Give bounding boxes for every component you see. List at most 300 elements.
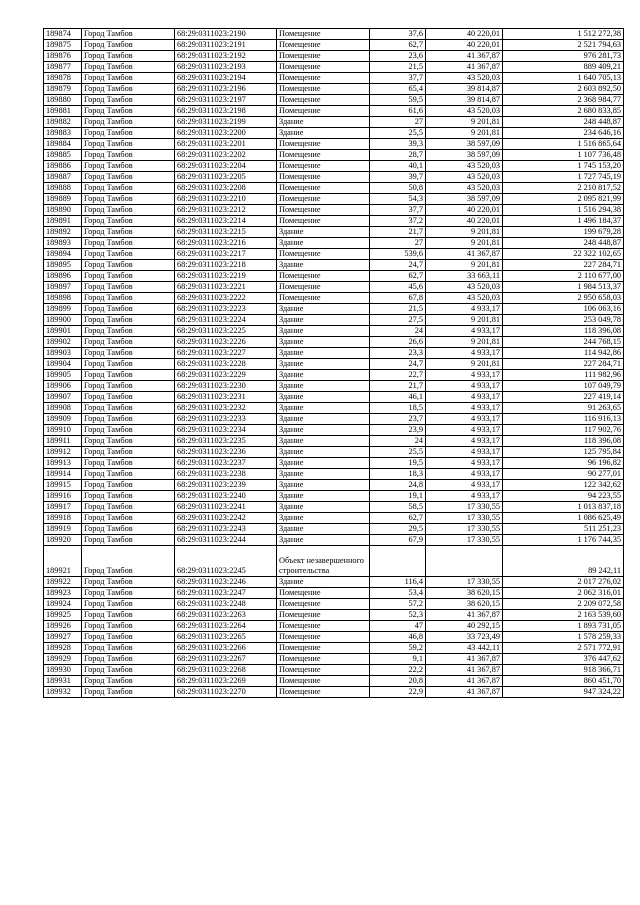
cell-city: Город Тамбов	[82, 150, 175, 161]
cell-city: Город Тамбов	[82, 436, 175, 447]
cell-object-type: Помещение	[277, 610, 370, 621]
cell-area: 40,1	[370, 161, 426, 172]
cell-city: Город Тамбов	[82, 205, 175, 216]
cell-object-type: Здание	[277, 304, 370, 315]
cell-cadastral-value: 2 095 821,99	[503, 194, 624, 205]
cell-id: 189927	[44, 632, 82, 643]
cell-cadastral-value: 94 223,55	[503, 491, 624, 502]
cell-cadastral-value: 122 342,62	[503, 480, 624, 491]
cell-rate: 17 330,55	[426, 577, 503, 588]
cell-id: 189906	[44, 381, 82, 392]
cell-city: Город Тамбов	[82, 491, 175, 502]
cell-cadastral-number: 68:29:0311023:2264	[175, 621, 277, 632]
table-row	[44, 425, 624, 436]
cell-cadastral-value: 2 603 892,50	[503, 84, 624, 95]
cell-id: 189886	[44, 161, 82, 172]
cell-object-type: Помещение	[277, 62, 370, 73]
cell-id: 189876	[44, 51, 82, 62]
cell-cadastral-value: 2 017 276,02	[503, 577, 624, 588]
cell-object-type: Помещение	[277, 150, 370, 161]
cell-area: 62,7	[370, 271, 426, 282]
cell-rate: 4 933,17	[426, 447, 503, 458]
property-table-body	[44, 29, 624, 698]
cell-area: 37,7	[370, 73, 426, 84]
cell-rate: 4 933,17	[426, 425, 503, 436]
cell-area: 45,6	[370, 282, 426, 293]
cell-id: 189894	[44, 249, 82, 260]
cell-rate: 4 933,17	[426, 414, 503, 425]
cell-object-type: Помещение	[277, 51, 370, 62]
cell-cadastral-number: 68:29:0311023:2218	[175, 260, 277, 271]
cell-cadastral-value: 227 284,71	[503, 260, 624, 271]
cell-cadastral-value: 2 368 984,77	[503, 95, 624, 106]
table-row	[44, 282, 624, 293]
cell-cadastral-value: 1 984 513,37	[503, 282, 624, 293]
cell-rate: 17 330,55	[426, 524, 503, 535]
table-row	[44, 139, 624, 150]
cell-id: 189913	[44, 458, 82, 469]
table-row	[44, 513, 624, 524]
cell-area: 26,6	[370, 337, 426, 348]
cell-cadastral-value: 2 110 677,00	[503, 271, 624, 282]
cell-city: Город Тамбов	[82, 84, 175, 95]
cell-id: 189923	[44, 588, 82, 599]
cell-area: 57,2	[370, 599, 426, 610]
cell-city: Город Тамбов	[82, 469, 175, 480]
cell-object-type: Объект незавершенного строительства	[277, 546, 370, 577]
cell-object-type: Помещение	[277, 205, 370, 216]
cell-area	[370, 546, 426, 577]
cell-area: 23,3	[370, 348, 426, 359]
cell-city: Город Тамбов	[82, 392, 175, 403]
cell-cadastral-number: 68:29:0311023:2238	[175, 469, 277, 480]
cell-id: 189925	[44, 610, 82, 621]
cell-city: Город Тамбов	[82, 359, 175, 370]
cell-city: Город Тамбов	[82, 271, 175, 282]
cell-id: 189907	[44, 392, 82, 403]
cell-area: 59,5	[370, 95, 426, 106]
cell-rate: 41 367,87	[426, 62, 503, 73]
cell-object-type: Помещение	[277, 588, 370, 599]
cell-cadastral-number: 68:29:0311023:2224	[175, 315, 277, 326]
table-row	[44, 447, 624, 458]
cell-object-type: Здание	[277, 480, 370, 491]
cell-area: 22,2	[370, 665, 426, 676]
cell-rate: 40 220,01	[426, 216, 503, 227]
cell-cadastral-value: 2 062 316,01	[503, 588, 624, 599]
cell-object-type: Здание	[277, 436, 370, 447]
cell-area: 21,7	[370, 381, 426, 392]
cell-id: 189926	[44, 621, 82, 632]
cell-cadastral-value: 106 063,16	[503, 304, 624, 315]
cell-area: 19,5	[370, 458, 426, 469]
cell-area: 39,7	[370, 172, 426, 183]
cell-city: Город Тамбов	[82, 502, 175, 513]
cell-id: 189928	[44, 643, 82, 654]
cell-id: 189922	[44, 577, 82, 588]
cell-cadastral-number: 68:29:0311023:2229	[175, 370, 277, 381]
cell-cadastral-number: 68:29:0311023:2230	[175, 381, 277, 392]
cell-city: Город Тамбов	[82, 458, 175, 469]
cell-id: 189883	[44, 128, 82, 139]
table-row	[44, 480, 624, 491]
cell-cadastral-number: 68:29:0311023:2217	[175, 249, 277, 260]
cell-city: Город Тамбов	[82, 610, 175, 621]
cell-rate: 38 597,09	[426, 139, 503, 150]
cell-id: 189874	[44, 29, 82, 40]
cell-object-type: Помещение	[277, 643, 370, 654]
table-row	[44, 348, 624, 359]
cell-area: 19,1	[370, 491, 426, 502]
cell-cadastral-number: 68:29:0311023:2221	[175, 282, 277, 293]
table-row	[44, 172, 624, 183]
cell-cadastral-number: 68:29:0311023:2216	[175, 238, 277, 249]
cell-city: Город Тамбов	[82, 73, 175, 84]
cell-cadastral-value: 1 745 153,20	[503, 161, 624, 172]
cell-cadastral-value: 947 324,22	[503, 687, 624, 698]
table-row	[44, 51, 624, 62]
cell-city: Город Тамбов	[82, 40, 175, 51]
cell-city: Город Тамбов	[82, 260, 175, 271]
cell-object-type: Помещение	[277, 183, 370, 194]
cell-rate: 9 201,81	[426, 359, 503, 370]
cell-cadastral-number: 68:29:0311023:2245	[175, 546, 277, 577]
cell-object-type: Помещение	[277, 271, 370, 282]
cell-cadastral-value: 1 086 625,49	[503, 513, 624, 524]
cell-rate: 43 520,03	[426, 282, 503, 293]
cell-cadastral-number: 68:29:0311023:2241	[175, 502, 277, 513]
cell-id: 189909	[44, 414, 82, 425]
table-row	[44, 458, 624, 469]
cell-id: 189880	[44, 95, 82, 106]
cell-object-type: Здание	[277, 403, 370, 414]
cell-rate: 4 933,17	[426, 403, 503, 414]
cell-object-type: Помещение	[277, 249, 370, 260]
table-row	[44, 337, 624, 348]
cell-cadastral-number: 68:29:0311023:2215	[175, 227, 277, 238]
cell-rate: 41 367,87	[426, 654, 503, 665]
table-row	[44, 95, 624, 106]
table-row	[44, 546, 624, 577]
cell-area: 24,8	[370, 480, 426, 491]
table-row	[44, 194, 624, 205]
cell-cadastral-value: 1 013 837,18	[503, 502, 624, 513]
cell-rate: 43 520,03	[426, 293, 503, 304]
cell-cadastral-value: 2 680 833,85	[503, 106, 624, 117]
table-row	[44, 128, 624, 139]
cell-id: 189917	[44, 502, 82, 513]
cell-rate: 17 330,55	[426, 535, 503, 546]
cell-cadastral-number: 68:29:0311023:2269	[175, 676, 277, 687]
cell-rate: 4 933,17	[426, 304, 503, 315]
cell-cadastral-number: 68:29:0311023:2199	[175, 117, 277, 128]
cell-cadastral-value: 1 727 745,19	[503, 172, 624, 183]
cell-cadastral-number: 68:29:0311023:2267	[175, 654, 277, 665]
cell-cadastral-value: 248 448,87	[503, 238, 624, 249]
table-row	[44, 150, 624, 161]
cell-id: 189879	[44, 84, 82, 95]
cell-cadastral-value: 90 277,01	[503, 469, 624, 480]
cell-area: 27	[370, 117, 426, 128]
cell-city: Город Тамбов	[82, 632, 175, 643]
cell-cadastral-number: 68:29:0311023:2228	[175, 359, 277, 370]
cell-cadastral-number: 68:29:0311023:2244	[175, 535, 277, 546]
cell-cadastral-value: 2 950 658,03	[503, 293, 624, 304]
cell-object-type: Здание	[277, 469, 370, 480]
cell-id: 189891	[44, 216, 82, 227]
cell-area: 65,4	[370, 84, 426, 95]
cell-id: 189887	[44, 172, 82, 183]
cell-object-type: Здание	[277, 326, 370, 337]
cell-area: 37,2	[370, 216, 426, 227]
table-row	[44, 643, 624, 654]
cell-area: 23,7	[370, 414, 426, 425]
table-row	[44, 326, 624, 337]
cell-rate: 41 367,87	[426, 51, 503, 62]
cell-cadastral-value: 22 322 102,65	[503, 249, 624, 260]
cell-object-type: Здание	[277, 117, 370, 128]
cell-area: 37,6	[370, 29, 426, 40]
cell-cadastral-number: 68:29:0311023:2212	[175, 205, 277, 216]
cell-city: Город Тамбов	[82, 599, 175, 610]
cell-area: 53,4	[370, 588, 426, 599]
cell-id: 189877	[44, 62, 82, 73]
cell-rate: 43 520,03	[426, 172, 503, 183]
cell-id: 189896	[44, 271, 82, 282]
cell-object-type: Здание	[277, 577, 370, 588]
cell-rate: 43 520,03	[426, 106, 503, 117]
cell-cadastral-value: 1 640 705,13	[503, 73, 624, 84]
cell-id: 189908	[44, 403, 82, 414]
cell-cadastral-number: 68:29:0311023:2222	[175, 293, 277, 304]
table-row	[44, 106, 624, 117]
cell-area: 67,9	[370, 535, 426, 546]
cell-city: Город Тамбов	[82, 282, 175, 293]
cell-cadastral-value: 2 209 072,58	[503, 599, 624, 610]
cell-rate: 4 933,17	[426, 326, 503, 337]
cell-area: 46,8	[370, 632, 426, 643]
cell-id: 189901	[44, 326, 82, 337]
cell-id: 189899	[44, 304, 82, 315]
table-row	[44, 40, 624, 51]
table-row	[44, 676, 624, 687]
table-row	[44, 117, 624, 128]
cell-cadastral-value: 918 366,71	[503, 665, 624, 676]
cell-city: Город Тамбов	[82, 348, 175, 359]
cell-object-type: Здание	[277, 348, 370, 359]
table-row	[44, 260, 624, 271]
table-row	[44, 293, 624, 304]
cell-cadastral-number: 68:29:0311023:2227	[175, 348, 277, 359]
cell-area: 27	[370, 238, 426, 249]
table-row	[44, 436, 624, 447]
cell-object-type: Помещение	[277, 654, 370, 665]
cell-city: Город Тамбов	[82, 315, 175, 326]
cell-cadastral-value: 2 571 772,91	[503, 643, 624, 654]
cell-rate: 40 220,01	[426, 29, 503, 40]
cell-cadastral-number: 68:29:0311023:2196	[175, 84, 277, 95]
cell-area: 39,3	[370, 139, 426, 150]
table-row	[44, 502, 624, 513]
cell-cadastral-value: 2 210 817,52	[503, 183, 624, 194]
cell-city: Город Тамбов	[82, 676, 175, 687]
cell-cadastral-number: 68:29:0311023:2202	[175, 150, 277, 161]
table-row	[44, 183, 624, 194]
cell-area: 116,4	[370, 577, 426, 588]
cell-object-type: Здание	[277, 238, 370, 249]
cell-area: 28,7	[370, 150, 426, 161]
cell-city: Город Тамбов	[82, 29, 175, 40]
cell-cadastral-number: 68:29:0311023:2201	[175, 139, 277, 150]
cell-id: 189912	[44, 447, 82, 458]
cell-cadastral-value: 125 795,84	[503, 447, 624, 458]
cell-city: Город Тамбов	[82, 249, 175, 260]
cell-object-type: Здание	[277, 414, 370, 425]
cell-rate: 4 933,17	[426, 370, 503, 381]
cell-cadastral-number: 68:29:0311023:2235	[175, 436, 277, 447]
cell-object-type: Здание	[277, 425, 370, 436]
cell-city: Город Тамбов	[82, 403, 175, 414]
cell-object-type: Здание	[277, 381, 370, 392]
cell-rate: 38 620,15	[426, 599, 503, 610]
cell-rate: 40 220,01	[426, 40, 503, 51]
cell-object-type: Помещение	[277, 216, 370, 227]
cell-city: Город Тамбов	[82, 665, 175, 676]
table-row	[44, 469, 624, 480]
table-row	[44, 227, 624, 238]
cell-object-type: Здание	[277, 458, 370, 469]
cell-cadastral-number: 68:29:0311023:2205	[175, 172, 277, 183]
cell-city: Город Тамбов	[82, 687, 175, 698]
cell-city: Город Тамбов	[82, 106, 175, 117]
cell-area: 25,5	[370, 447, 426, 458]
cell-cadastral-number: 68:29:0311023:2246	[175, 577, 277, 588]
cell-object-type: Здание	[277, 260, 370, 271]
table-row	[44, 73, 624, 84]
table-row	[44, 216, 624, 227]
cell-city: Город Тамбов	[82, 480, 175, 491]
cell-cadastral-number: 68:29:0311023:2192	[175, 51, 277, 62]
cell-object-type: Помещение	[277, 687, 370, 698]
cell-city: Город Тамбов	[82, 51, 175, 62]
table-row	[44, 535, 624, 546]
cell-cadastral-value: 976 281,73	[503, 51, 624, 62]
cell-cadastral-value: 1 516 865,64	[503, 139, 624, 150]
cell-id: 189902	[44, 337, 82, 348]
cell-object-type: Здание	[277, 315, 370, 326]
cell-rate: 41 367,87	[426, 665, 503, 676]
table-row	[44, 381, 624, 392]
cell-id: 189929	[44, 654, 82, 665]
cell-id: 189884	[44, 139, 82, 150]
cell-id: 189930	[44, 665, 82, 676]
cell-id: 189919	[44, 524, 82, 535]
cell-area: 25,5	[370, 128, 426, 139]
cell-rate: 9 201,81	[426, 315, 503, 326]
cell-area: 50,8	[370, 183, 426, 194]
cell-cadastral-value: 2 163 539,60	[503, 610, 624, 621]
cell-rate: 40 220,01	[426, 205, 503, 216]
cell-area: 54,3	[370, 194, 426, 205]
cell-id: 189904	[44, 359, 82, 370]
cell-city: Город Тамбов	[82, 128, 175, 139]
cell-area: 18,3	[370, 469, 426, 480]
cell-object-type: Здание	[277, 359, 370, 370]
property-table	[43, 28, 624, 698]
cell-id: 189895	[44, 260, 82, 271]
cell-city: Город Тамбов	[82, 117, 175, 128]
cell-object-type: Здание	[277, 337, 370, 348]
table-row	[44, 392, 624, 403]
cell-cadastral-value: 116 916,13	[503, 414, 624, 425]
cell-area: 21,5	[370, 62, 426, 73]
table-row	[44, 414, 624, 425]
cell-id: 189878	[44, 73, 82, 84]
cell-city: Город Тамбов	[82, 293, 175, 304]
cell-cadastral-value: 227 419,14	[503, 392, 624, 403]
cell-area: 24	[370, 326, 426, 337]
cell-id: 189885	[44, 150, 82, 161]
cell-object-type: Здание	[277, 491, 370, 502]
cell-cadastral-number: 68:29:0311023:2208	[175, 183, 277, 194]
cell-cadastral-number: 68:29:0311023:2237	[175, 458, 277, 469]
cell-id: 189903	[44, 348, 82, 359]
cell-cadastral-number: 68:29:0311023:2223	[175, 304, 277, 315]
cell-city: Город Тамбов	[82, 227, 175, 238]
table-row	[44, 687, 624, 698]
cell-city: Город Тамбов	[82, 425, 175, 436]
cell-cadastral-value: 889 409,21	[503, 62, 624, 73]
cell-id: 189892	[44, 227, 82, 238]
cell-cadastral-value: 1 107 736,48	[503, 150, 624, 161]
cell-cadastral-value: 376 447,62	[503, 654, 624, 665]
cell-cadastral-number: 68:29:0311023:2225	[175, 326, 277, 337]
table-row	[44, 524, 624, 535]
cell-city: Город Тамбов	[82, 238, 175, 249]
cell-rate: 43 520,03	[426, 161, 503, 172]
table-row	[44, 84, 624, 95]
cell-area: 59,2	[370, 643, 426, 654]
cell-cadastral-value: 1 176 744,35	[503, 535, 624, 546]
table-row	[44, 238, 624, 249]
cell-rate: 9 201,81	[426, 337, 503, 348]
table-row	[44, 610, 624, 621]
cell-cadastral-value: 118 396,08	[503, 326, 624, 337]
cell-city: Город Тамбов	[82, 577, 175, 588]
cell-id: 189893	[44, 238, 82, 249]
cell-area: 47	[370, 621, 426, 632]
cell-city: Город Тамбов	[82, 161, 175, 172]
cell-object-type: Помещение	[277, 172, 370, 183]
cell-rate: 17 330,55	[426, 502, 503, 513]
cell-object-type: Помещение	[277, 40, 370, 51]
cell-cadastral-value: 96 196,82	[503, 458, 624, 469]
table-row	[44, 665, 624, 676]
cell-id: 189918	[44, 513, 82, 524]
cell-city: Город Тамбов	[82, 370, 175, 381]
cell-city: Город Тамбов	[82, 535, 175, 546]
cell-rate: 4 933,17	[426, 458, 503, 469]
cell-cadastral-number: 68:29:0311023:2236	[175, 447, 277, 458]
cell-id: 189905	[44, 370, 82, 381]
cell-city: Город Тамбов	[82, 337, 175, 348]
table-row	[44, 29, 624, 40]
cell-cadastral-value: 1 512 272,38	[503, 29, 624, 40]
cell-object-type: Помещение	[277, 161, 370, 172]
table-row	[44, 370, 624, 381]
cell-cadastral-value: 199 679,28	[503, 227, 624, 238]
cell-area: 22,9	[370, 687, 426, 698]
